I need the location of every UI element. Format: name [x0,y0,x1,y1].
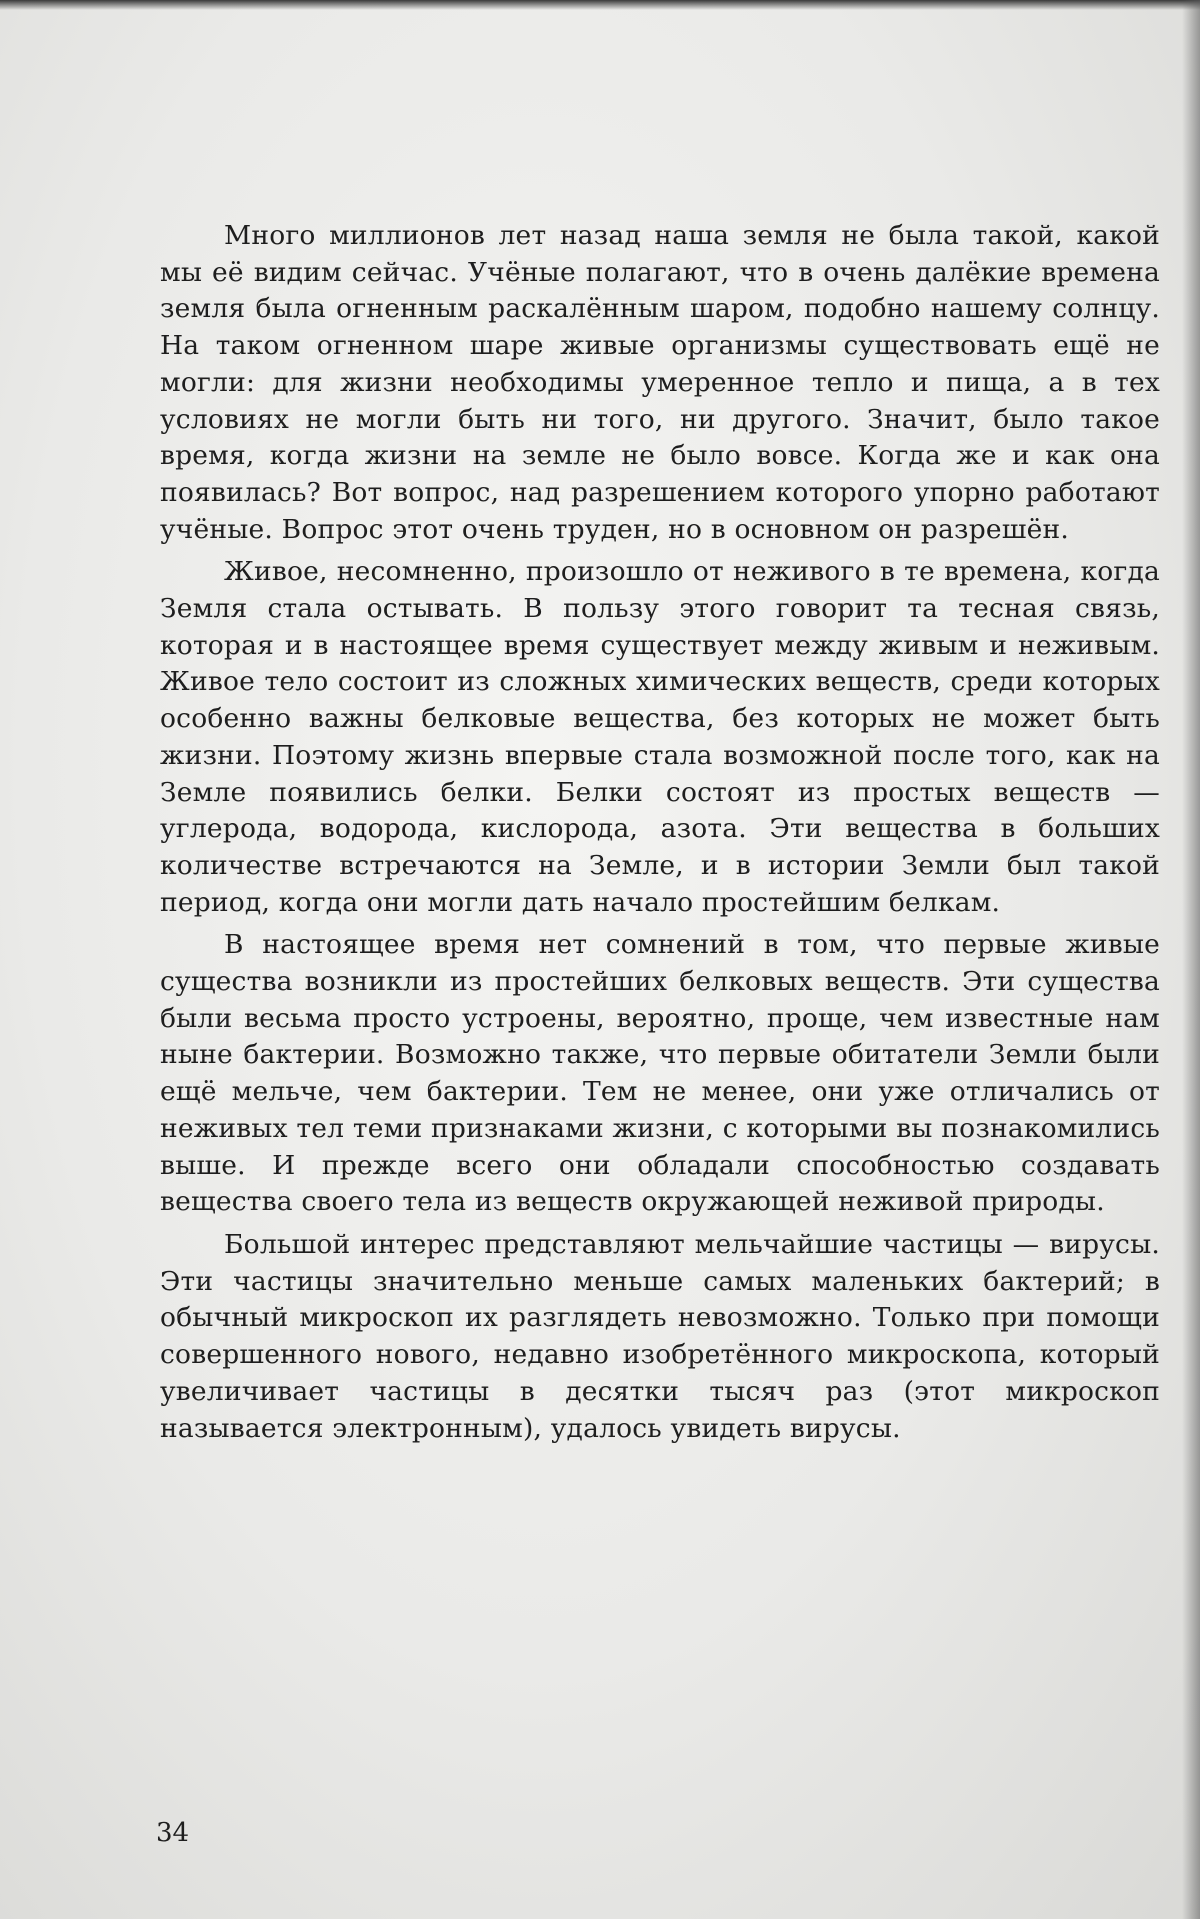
body-text [160,218,1160,1453]
page-number: 34 [156,1818,190,1848]
paragraph-3: В настоящее время нет сомнений в том, что первые живые существа возникли из простейших белковых веществ. Эти существа были весьма просто устроены, вероятно, проще, чем известные нам ныне бактерии. Возможно также, что первые обитатели Земли были ещё мельче, чем бактерии. Тем не менее, они уже отличались от неживых тел теми признаками жизни, с которыми вы познакомились выше. И прежде всего они обладали способностью создавать вещества своего тела из веществ окружающей неживой природы. [160,929,1160,1218]
paragraph-2: Живое, несомненно, произошло от неживого в те времена, когда Земля стала остывать. В пользу этого говорит та тесная связь, которая и в настоящее время существует между живым и неживым. Живое тело состоит из сложных химических веществ, среди которых особенно важны белковые вещества, без которых не может быть жизни. Поэтому жизнь впервые стала возможной после того, как на Земле появились белки. Белки состоят из простых веществ — углерода, водорода, кислорода, азота. Эти вещества в больших количестве встречаются на Земле, и в истории Земли был такой период, когда они могли дать начало простейшим белкам. [160,556,1160,918]
paragraph-1: Много миллионов лет назад наша земля не была такой, какой мы её видим сейчас. Учёные полагают, что в очень далёкие времена земля была огненным раскалённым шаром, подобно нашему солнцу. На таком огненном шаре живые организмы существовать ещё не могли: для жизни необходимы умеренное тепло и пища, а в тех условиях не могли быть ни того, ни другого. Значит, было такое время, когда жизни на земле не было вовсе. Когда же и как она появилась? Вот вопрос, над разрешением которого упорно работают учёные. Вопрос этот очень труден, но в основном он разрешён. [160,220,1160,545]
paragraph-4: Большой интерес представляют мельчайшие частицы — вирусы. Эти частицы значительно меньше самых маленьких бактерий; в обычный микроскоп их разглядеть невозможно. Только при помощи совершенного нового, недавно изобретённого микроскопа, который увеличивает частицы в десятки тысяч раз (этот микроскоп называется электронным), удалось увидеть вирусы. [160,1228,1160,1444]
